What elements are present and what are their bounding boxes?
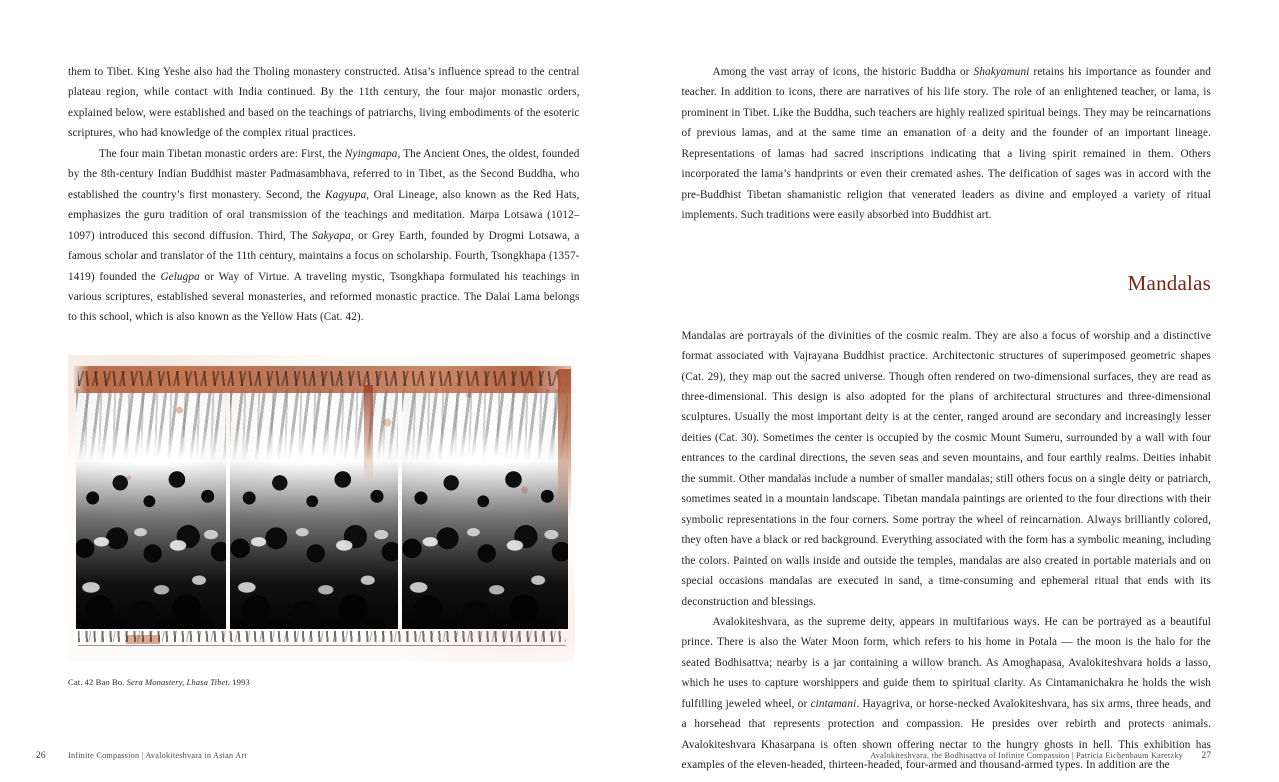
- photo-panel-right: [402, 389, 568, 629]
- treeline: [402, 389, 568, 461]
- rust-drip-center: [364, 385, 373, 481]
- text-run: , Oral Lineage, also known as the Red Hats, emphasizes the guru tradition of oral transmission of the teachings and meditation. Marpa Lotsawa (1012–1097) introduced this second diffusion. Third, The: [68, 188, 580, 242]
- mandalas-heading-block: [682, 226, 1212, 326]
- rust-drip-right: [558, 369, 571, 519]
- emphasis-text: Sakyapa: [312, 229, 351, 242]
- fur-collars: [230, 501, 398, 621]
- treeline: [76, 389, 226, 461]
- page-right: [640, 0, 1279, 782]
- body-paragraph: [682, 62, 1212, 226]
- emphasis-text: Shakyamuni: [973, 66, 1030, 78]
- text-run: , or Grey Earth, founded by Drogmi Lotsawa, a famous scholar and translator of the 11th century, maintains a focus on scholarship. Fourth, Tsongkhapa (1357-1419) founded the: [68, 229, 580, 283]
- emphasis-text: Sera Monastery, Lhasa Tibet.: [126, 676, 231, 687]
- running-head-left: Infinite Compassion | Avalokiteshvara in Asian Art: [68, 751, 247, 760]
- right-body-text-intro: [682, 62, 1212, 226]
- text-run: 1993: [230, 676, 250, 687]
- figure-caption: [68, 676, 575, 688]
- folio-number-right: 27: [1201, 750, 1211, 761]
- text-run: , The Ancient Ones, the oldest, founded by the 8th-century Indian Buddhist master Padmasambhava, referred to in Tibet, as the Second Buddha, who established the country’s first monastery. Second, the: [68, 147, 580, 201]
- text-run: Avalokiteshvara, as the supreme deity, appears in multifarious ways. He can be portrayed as a beautiful prince. There is also the Water Moon form, which refers to his home in Potala — the moon is the halo for the seated Bodhisattva; nearby is a jar containing a willow branch. As Amoghapasa, Avalokiteshvara holds a lasso, which he uses to capture worshippers and guide them to spiritual clarity. As Cintamanichakra he holds the wish fulfilling jeweled wheel, or: [681, 615, 1211, 710]
- emphasis-text: Nyingmapa: [344, 147, 398, 160]
- section-heading-mandalas: Mandalas: [1127, 270, 1211, 295]
- text-run: Mandalas are portrayals of the divinities of the cosmic realm. They are also a focus of worship and a distinctive format associated with Vajrayana Buddhist practice. Architectonic structures of superimposed geometric shapes (Cat. 29), they map out the sacred universe. Though often rendered on two-dimensional surfaces, they are read as three-dimensional. This design is also adopted for the plans of architectural structures and three-dimensional sculptures. Usually the most important deity is at the center, ranged around are secondary and increasingly lesser deities (Cat. 30). Sometimes the center is occupied by the cosmic Mount Sumeru, surrounded by a wall with four entrances to the cardinal directions, the seven seas and seven mountains, and four earthly realms. Deities inhabit the summit. Other mandalas include a number of smaller mandalas; still others focus on a single deity or patriarch, sometimes seated in a mountain landscape. Tibetan mandala paintings are oriented to the four directions with their symbolic representations in the four corners. Some portray the wheel of reincarnation. Always brilliantly colored, they often have a black or red background. Everything associated with the form has a symbolic meaning, including the colors. Painted on walls inside and outside the temples, mandalas are also created in portable materials and on special occasions mandalas are executed in sand, a time-consuming and ephemeral ritual that ends with its deconstruction and blessings.: [681, 329, 1211, 608]
- handwritten-annotation-band: [74, 366, 571, 393]
- text-run: Among the vast array of icons, the historic Buddha or: [712, 66, 974, 78]
- handwritten-caption-line: [78, 628, 566, 646]
- text-run: The four main Tibetan monastic orders are: First, the: [99, 147, 345, 160]
- emphasis-text: cintamani: [810, 697, 857, 710]
- photograph-sera-monastery: [68, 355, 575, 662]
- emphasis-text: Gelugpa: [160, 270, 200, 283]
- body-paragraph: [68, 144, 580, 328]
- fur-collars: [76, 501, 226, 621]
- figure-cat-42: [68, 355, 575, 688]
- emphasis-text: Kagyupa: [325, 188, 367, 201]
- left-text-column: [68, 62, 580, 688]
- folio-number-left: 26: [36, 750, 46, 761]
- fur-collars: [402, 501, 568, 621]
- right-text-column: [682, 62, 1212, 776]
- photo-panel-left: [76, 389, 226, 629]
- text-run: retains his importance as founder and teacher. In addition to icons, there are narratives of his life story. The role of an enlightened teacher, or lama, is prominent in Tibet. Like the Buddha, such teachers are highly realized spiritual beings. They may be reincarnations of previous lamas, and at the same time an emanation of a deity and the founder of an important lineage. Representations of lamas had sacred inscriptions indicating that a living spirit remained in them. Others incorporated the lama’s handprints or even their cremated ashes. The deification of sages was in accord with the pre-Buddhist Tibetan shamanistic religion that venerated leaders as divine and employed a variety of ritual implements. Such traditions were easily absorbed into Buddhist art.: [681, 66, 1211, 222]
- text-run: them to Tibet. King Yeshe also had the Tholing monastery constructed. Atisa’s influence spread to the central plateau region, while contact with India continued. By the 11th century, the four major monastic orders, explained below, were established and based on the teachings of patriarchs, living embodiments of the esoteric scriptures, who had knowledge of the complex ritual practices.: [68, 66, 580, 140]
- right-body-text-mandalas: [682, 326, 1212, 776]
- body-paragraph: [68, 62, 580, 144]
- text-run: . Hayagriva, or horse-necked Avalokiteshvara, has six arms, three heads, and a horsehead that represents protection and compassion. He presides over rebirth and protects animals. Avalokiteshvara Khasarpana is often shown offering nectar to the hungry ghosts in hell. This exhibition has examples of the eleven-headed, thirteen-headed, four-armed and thousand-armed types. In addition are the: [681, 697, 1211, 772]
- running-head-right: Avalokiteshvara, the Bodhisattva of Infinite Compassion | Patricia Eichenbaum Karetzky: [870, 751, 1183, 760]
- photo-panels: [76, 389, 568, 629]
- text-run: Cat. 42 Bao Bo.: [68, 676, 127, 687]
- body-paragraph: [682, 326, 1212, 612]
- text-run: or Way of Virtue. A traveling mystic, Tsongkhapa formulated his teachings in various scriptures, established several monasteries, and reformed monastic practice. The Dalai Lama belongs to this school, which is also known as the Yellow Hats (Cat. 42).: [68, 270, 580, 324]
- left-body-text: [68, 62, 580, 328]
